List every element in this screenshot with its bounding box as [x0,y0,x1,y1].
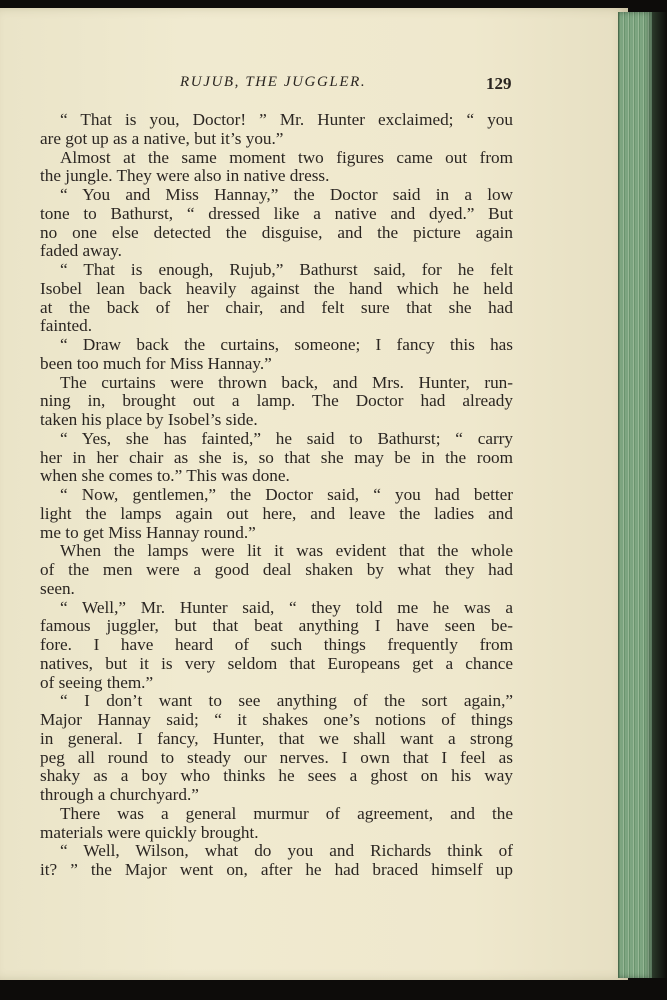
book-page [0,8,628,980]
text-line: fore. I have heard of such things frequently from [40,635,513,654]
text-line: of seeing them.” [40,672,154,692]
text-line: peg all round to steady our nerves. I own that I feel as [40,747,513,767]
running-head [0,72,628,96]
text-line: “ You and Miss Hannay,” the Doctor said in a low [60,185,513,204]
text-line: “ Now, gentlemen,” the Doctor said, “ you had better [60,485,513,504]
running-title: RUJUB, THE JUGGLER. [180,74,367,90]
page-edges [618,12,653,978]
text-line: Major Hannay said; “ it shakes one’s notions of things [40,710,513,729]
text-line: When the lamps were lit it was evident that the whole [60,541,513,561]
text-line: “ That is enough, Rujub,” Bathurst said, for he felt [60,260,513,279]
text-line: There was a general murmur of agreement, and the [60,803,513,823]
body-text [40,111,513,880]
text-line: “ Well, Wilson, what do you and Richards think of [60,841,513,861]
text-line: faded away. [40,241,122,261]
text-line: the jungle. They were also in native dress. [40,166,330,186]
text-line: shaky as a boy who thinks he sees a ghost on his way [40,766,513,786]
text-line: The curtains were thrown back, and Mrs. Hunter, run- [60,372,513,392]
text-line: when she comes to.” This was done. [40,466,290,486]
text-line: in general. I fancy, Hunter, that we shall want a strong [40,728,513,748]
text-line: Almost at the same moment two figures came out from [60,147,513,167]
text-line: it? ” the Major went on, after he had braced himself up [40,860,513,879]
page-number: 129 [486,74,512,93]
text-line: me to get Miss Hannay round.” [40,522,256,542]
text-line: fainted. [40,316,93,336]
text-line: “ Draw back the curtains, someone; I fancy this has [60,335,513,354]
text-line: light the lamps again out here, and leave the ladies and [40,503,513,523]
text-line: tone to Bathurst, “ dressed like a native and dyed.” But [40,203,513,223]
text-line: no one else detected the disguise, and the picture again [40,222,513,242]
text-line: materials were quickly brought. [40,822,259,842]
text-line: at the back of her chair, and felt sure that she had [40,297,513,317]
text-line: Isobel lean back heavily against the hand which he held [40,278,513,298]
text-line: “ Well,” Mr. Hunter said, “ they told me he was a [60,597,513,617]
text-line: ning in, brought out a lamp. The Doctor had already [40,391,513,411]
text-line: her in her chair as she is, so that she may be in the room [40,447,513,467]
binding-shadow [652,12,667,978]
text-line: “ I don’t want to see anything of the sort again,” [60,691,513,711]
text-line: been too much for Miss Hannay.” [40,353,272,373]
text-line: of the men were a good deal shaken by what they had [40,560,513,579]
text-line: through a churchyard.” [40,785,199,804]
text-line: are got up as a native, but it’s you.” [40,128,284,148]
text-line: famous juggler, but that beat anything I have seen be- [40,616,513,636]
text-line: seen. [40,578,75,598]
text-line: “ That is you, Doctor! ” Mr. Hunter exclaimed; “ you [60,110,513,129]
text-line: taken his place by Isobel’s side. [40,410,258,429]
text-line: natives, but it is very seldom that Europeans get a chance [40,653,513,673]
text-line: “ Yes, she has fainted,” he said to Bathurst; “ carry [60,428,513,448]
